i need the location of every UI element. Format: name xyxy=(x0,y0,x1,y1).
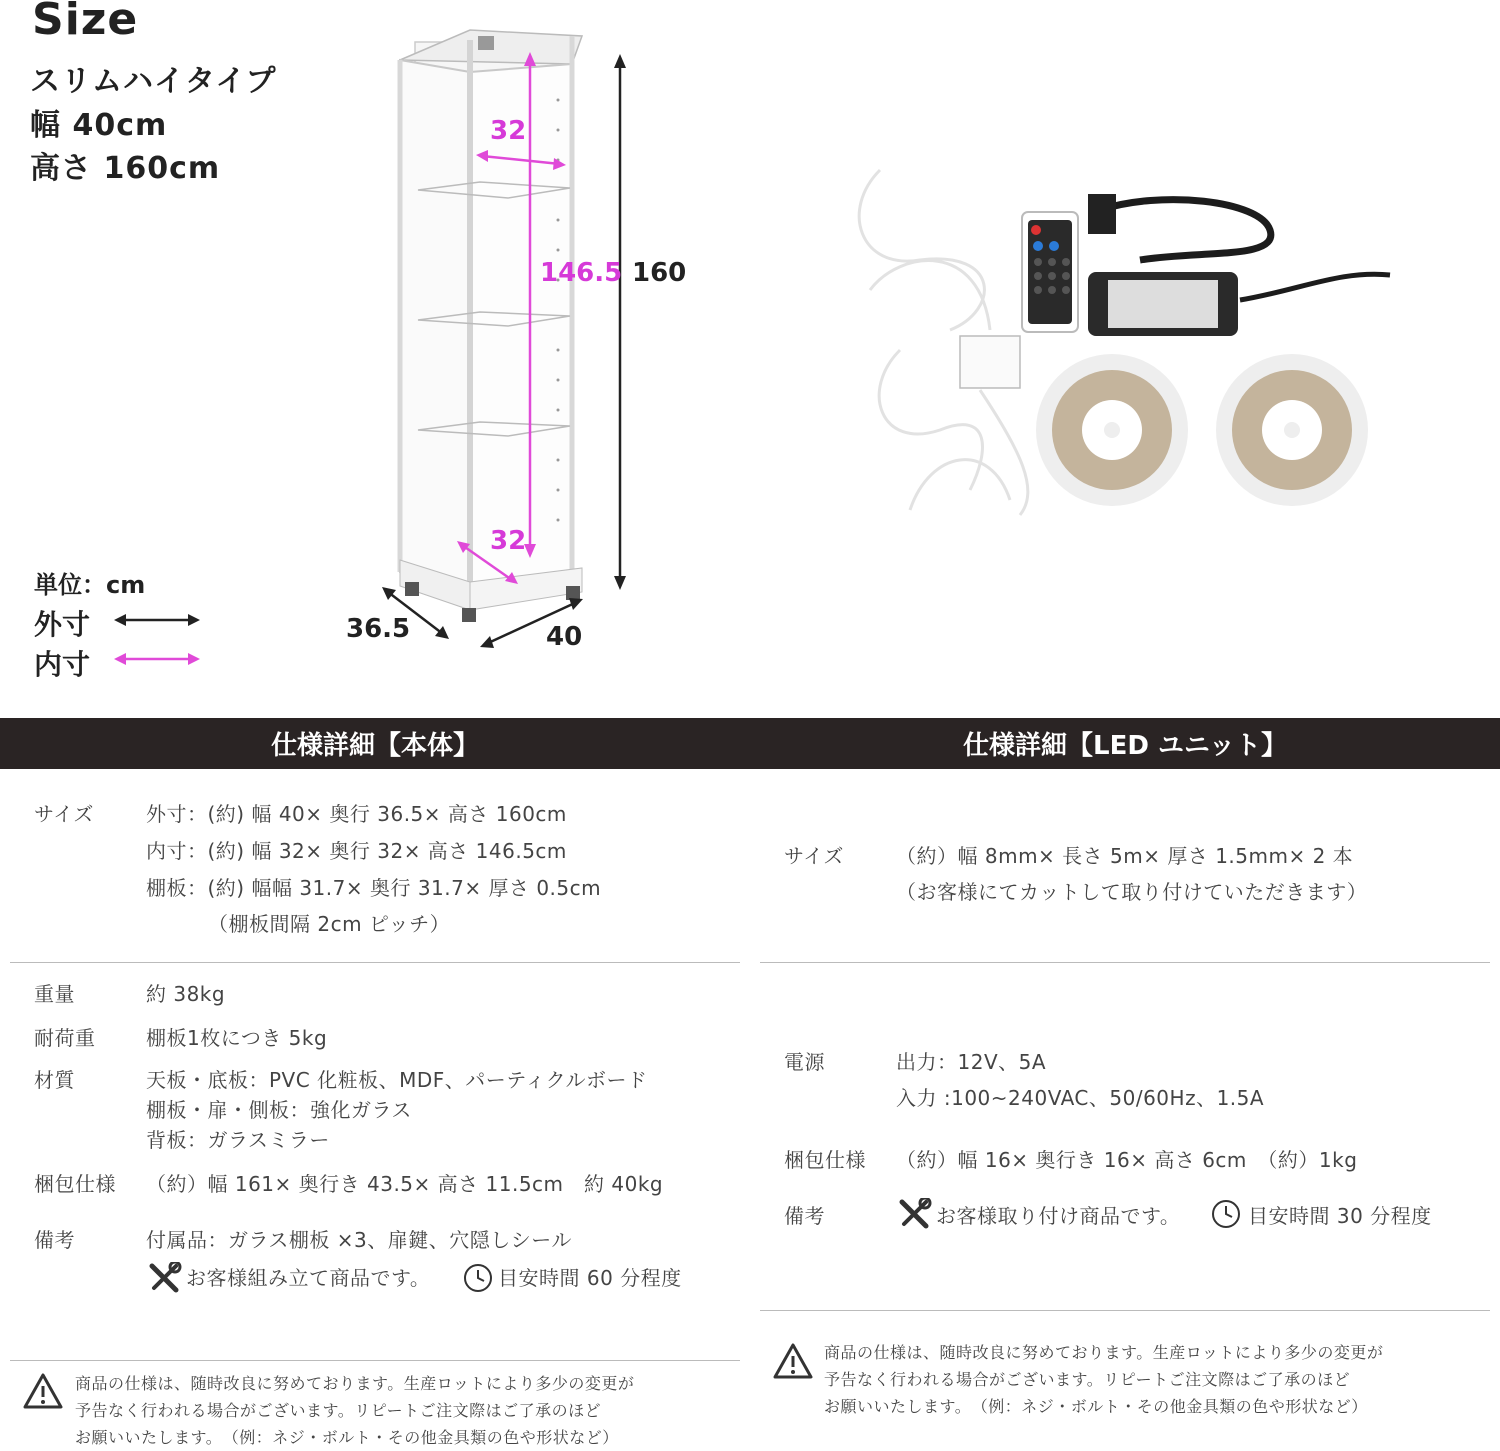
led-package-label: 梱包仕様 xyxy=(784,1148,866,1172)
power-output: 出力：12V、5A xyxy=(896,1050,1047,1074)
material-label: 材質 xyxy=(34,1068,75,1092)
body-note-label: 備考 xyxy=(34,1228,75,1252)
body-time-text: 目安時間 60 分程度 xyxy=(498,1266,682,1290)
led-size-line: （約）幅 8mm× 長さ 5m× 厚さ 1.5mm× 2 本 xyxy=(896,844,1354,868)
body-size-line: 外寸：(約) 幅 40× 奥行 36.5× 高さ 160cm xyxy=(146,802,567,826)
divider xyxy=(760,962,1490,963)
product-width: 幅 40cm xyxy=(30,108,168,143)
led-note-label: 備考 xyxy=(784,1204,825,1228)
power-label: 電源 xyxy=(784,1050,825,1074)
dim-outer-depth: 36.5 xyxy=(346,614,411,644)
body-package-label: 梱包仕様 xyxy=(34,1172,116,1196)
body-size-line: 棚板：(約) 幅幅 31.7× 奥行 31.7× 厚さ 0.5cm xyxy=(146,876,602,900)
led-time-text: 目安時間 30 分程度 xyxy=(1248,1204,1432,1228)
legend-arrows xyxy=(112,606,202,670)
legend-outer-label: 外寸 xyxy=(34,608,91,641)
material-line: 棚板・扉・側板：強化ガラス xyxy=(146,1098,412,1122)
divider xyxy=(760,1310,1490,1311)
weight-value: 約 38kg xyxy=(146,982,226,1006)
weight-label: 重量 xyxy=(34,982,75,1006)
power-input: 入力 :100~240VAC、50/60Hz、1.5A xyxy=(896,1086,1265,1110)
body-size-line: （棚板間隔 2cm ピッチ） xyxy=(208,912,451,936)
warning-icon xyxy=(22,1372,64,1410)
assembly-text: お客様組み立て商品です。 xyxy=(186,1266,431,1290)
dim-inner-height: 146.5 xyxy=(540,258,623,288)
unit-label: 単位：cm xyxy=(34,571,146,599)
install-text: お客様取り付け商品です。 xyxy=(936,1204,1181,1228)
divider xyxy=(10,962,740,963)
material-line: 天板・底板：PVC 化粧板、MDF、パーティクルボード xyxy=(146,1068,648,1092)
notice-line: 商品の仕様は、随時改良に努めております。生産ロットにより多少の変更が xyxy=(75,1374,635,1393)
clock-icon xyxy=(462,1262,494,1294)
banner-body-spec: 仕様詳細【本体】 xyxy=(0,718,750,769)
body-size-label: サイズ xyxy=(34,802,94,826)
material-line: 背板：ガラスミラー xyxy=(146,1128,330,1152)
product-type: スリムハイタイプ xyxy=(30,64,277,99)
body-package-value: （約）幅 161× 奥行き 43.5× 高さ 11.5cm 約 40kg xyxy=(146,1172,664,1196)
dim-outer-height: 160 xyxy=(632,258,687,288)
tools-icon xyxy=(898,1198,932,1230)
banner-led-spec: 仕様詳細【LED ユニット】 xyxy=(750,718,1500,769)
led-reel-2 xyxy=(1216,354,1368,506)
divider xyxy=(10,1360,740,1361)
led-reel-1 xyxy=(1036,354,1188,506)
product-height: 高さ 160cm xyxy=(30,151,221,186)
notice-line: お願いいたします。 （例：ネジ・ボルト・その他金具類の色や形状など） xyxy=(824,1397,1368,1416)
load-value: 棚板1枚につき 5kg xyxy=(146,1026,328,1050)
dim-inner-depth: 32 xyxy=(490,526,527,556)
legend-inner-label: 内寸 xyxy=(34,648,91,681)
outer-arrow-icon xyxy=(114,614,200,626)
tools-icon xyxy=(148,1262,182,1294)
notice-text xyxy=(75,1370,634,1451)
load-label: 耐荷重 xyxy=(34,1026,96,1050)
led-package-value: （約）幅 16× 奥行き 16× 高さ 6cm （約）1kg xyxy=(896,1148,1358,1172)
notice-line: 予告なく行われる場合がございます。リピートご注文際はご了承のほど xyxy=(75,1401,602,1420)
led-size-label: サイズ xyxy=(784,844,844,868)
body-size-line: 内寸：(約) 幅 32× 奥行 32× 高さ 146.5cm xyxy=(146,839,567,863)
notice-text xyxy=(824,1339,1383,1420)
led-kit-photo xyxy=(840,150,1410,530)
dim-inner-top-width: 32 xyxy=(490,116,527,146)
lock-icon xyxy=(478,36,494,50)
notice-line: 商品の仕様は、随時改良に努めております。生産ロットにより多少の変更が xyxy=(824,1343,1384,1362)
clock-icon xyxy=(1210,1198,1242,1230)
led-size-line: （お客様にてカットして取り付けていただきます） xyxy=(896,880,1368,904)
remote-icon xyxy=(1022,212,1078,332)
notice-line: お願いいたします。 （例：ネジ・ボルト・その他金具類の色や形状など） xyxy=(75,1428,619,1447)
accessories-text: 付属品：ガラス棚板 ×3、扉鍵、穴隠しシール xyxy=(146,1228,572,1252)
inner-arrow-icon xyxy=(114,653,200,665)
controller-box xyxy=(960,336,1020,388)
notice-line: 予告なく行われる場合がございます。リピートご注文際はご了承のほど xyxy=(824,1370,1351,1389)
dim-outer-width: 40 xyxy=(546,622,583,652)
warning-icon xyxy=(772,1342,814,1380)
size-title: Size xyxy=(32,0,139,45)
